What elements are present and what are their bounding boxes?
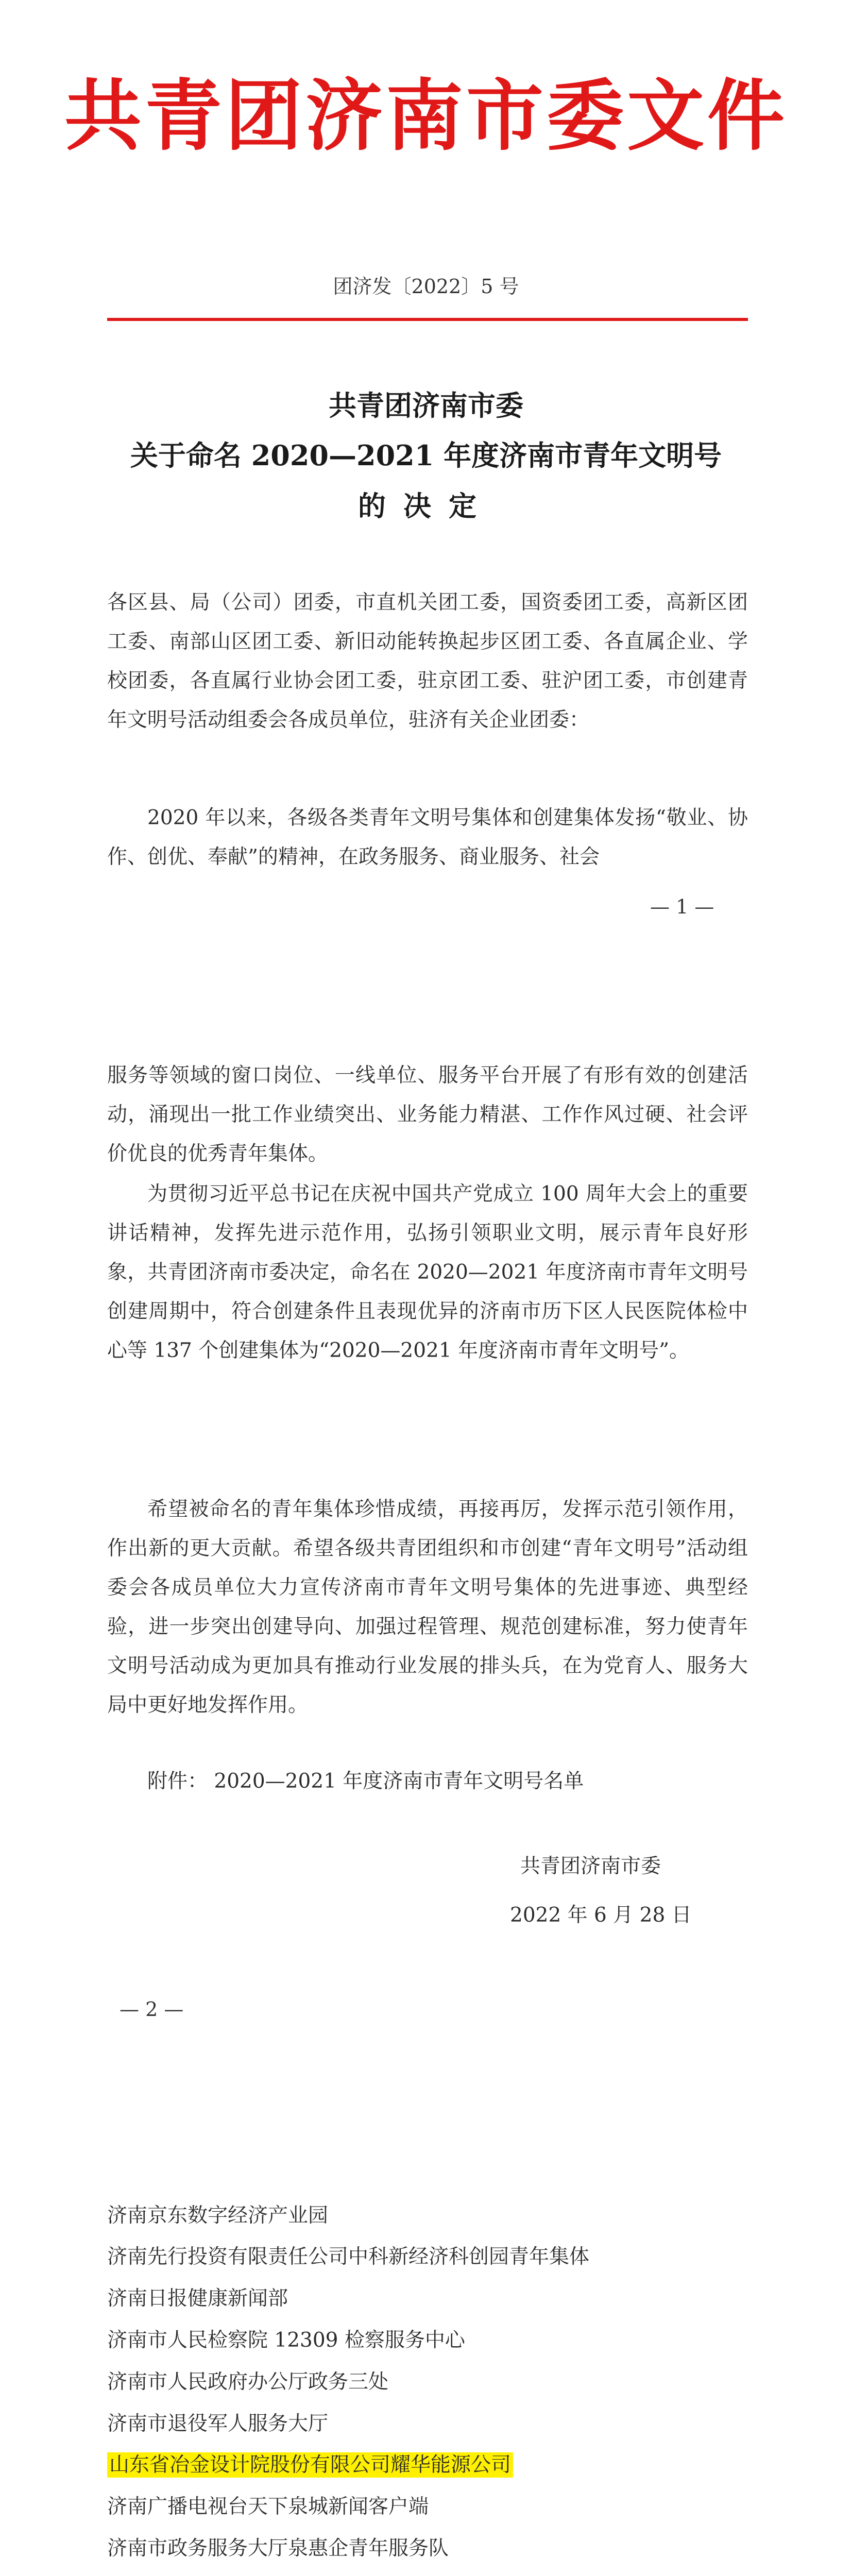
- list-item: 济南日报健康新闻部: [107, 2287, 288, 2310]
- title-line-1: 共青团济南市委: [329, 389, 523, 422]
- signature-date: 2022 年 6 月 28 日: [510, 1904, 692, 1927]
- signature-organization: 共青团济南市委: [520, 1855, 661, 1878]
- org-document-header: 共青团济南市委文件: [64, 71, 788, 161]
- list-item: 济南市人民政府办公厅政务三处: [107, 2370, 389, 2394]
- paragraph-1-continued: 服务等领域的窗口岗位、一线单位、服务平台开展了有形有效的创建活动，涌现出一批工作业绩突出、业务能力精湛、工作作风过硬、社会评价优良的优秀青年集体。: [107, 1064, 748, 1165]
- list-item: 济南市退役军人服务大厅: [107, 2412, 329, 2435]
- page-number-2: — 2 —: [120, 1998, 184, 2021]
- title-line-2: 关于命名 2020—2021 年度济南市青年文明号: [130, 439, 722, 472]
- document-number: 团济发〔2022〕5 号: [333, 275, 519, 298]
- list-item-highlighted: [107, 2452, 748, 2478]
- paragraph-1-start: 2020 年以来，各级各类青年文明号集体和创建集体发扬“敬业、协作、创优、奉献”的精神，在政务服务、商业服务、社会: [107, 806, 748, 869]
- paragraph-2: 为贯彻习近平总书记在庆祝中国共产党成立 100 周年大会上的重要讲话精神，发挥先进示范作用，弘扬引领职业文明，展示青年良好形象，共青团济南市委决定，命名在 2020—2021 年度济南市青年文明号创建周期中，符合创建条件且表现优异的济南市历下区人民医院体检中心等 137 个创建集体为“2020—2021 年度济南市青年文明号”。: [107, 1182, 748, 1362]
- header-divider: [107, 318, 748, 321]
- list-item: 济南市人民检察院 12309 检察服务中心: [107, 2329, 465, 2352]
- attachment-note: 附件： 2020—2021 年度济南市青年文明号名单: [147, 1770, 584, 1793]
- addressee-paragraph: 各区县、局（公司）团委，市直机关团工委，国资委团工委，高新区团工委、南部山区团工委、新旧动能转换起步区团工委、各直属企业、学校团委，各直属行业协会团工委，驻京团工委、驻沪团工委，市创建青年文明号活动组委会各成员单位，驻济有关企业团委：: [107, 591, 748, 732]
- paragraph-3: 希望被命名的青年集体珍惜成绩，再接再厉，发挥示范引领作用，作出新的更大贡献。希望各级共青团组织和市创建“青年文明号”活动组委会各成员单位大力宣传济南市青年文明号集体的先进事迹、典型经验，进一步突出创建导向、加强过程管理、规范创建标准，努力使青年文明号活动成为更加具有推动行业发展的排头兵，在为党育人、服务大局中更好地发挥作用。: [107, 1498, 748, 1717]
- title-line-3: 的决定: [358, 489, 494, 522]
- page-number-1: — 1 —: [650, 895, 714, 918]
- list-item: 济南广播电视台天下泉城新闻客户端: [107, 2495, 429, 2518]
- list-item: 济南先行投资有限责任公司中科新经济科创园青年集体: [107, 2245, 590, 2268]
- list-item: 济南市政务服务大厅泉惠企青年服务队: [107, 2537, 449, 2560]
- list-item: 济南京东数字经济产业园: [107, 2204, 329, 2227]
- highlight-mark: 山东省冶金设计院股份有限公司耀华能源公司: [107, 2452, 513, 2478]
